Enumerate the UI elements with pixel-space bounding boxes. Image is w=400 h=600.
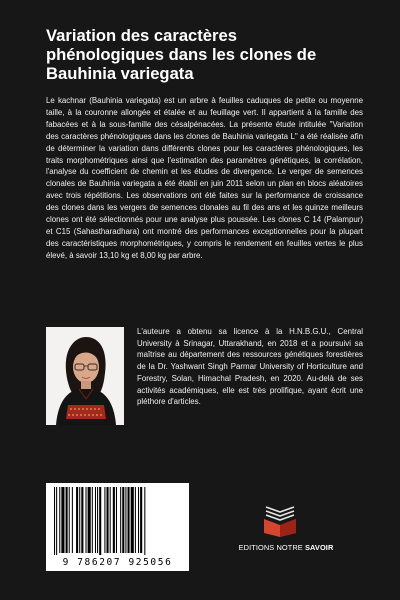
barcode-bar bbox=[88, 487, 91, 553]
summary-paragraph: Le kachnar (Bauhinia variegata) est un arbre à feuilles caduques de petite ou moyenne taille, à la couronne allongée et étalée et au feuillage vert. Il appartient à la famille des fabacées et à la sous-famille des césalpénacées. La présente étude intitulée "Variation des caractères phénologiques dans les clones de Bauhinia variegata L" a été réalisée afin de déterminer la variation dans différents clones pour les caractères phénologiques, les traits morphométriques ainsi que l'estimation des paramètres génétiques, la corrélation, l'analyse du coefficient de chemin et les études de divergence. Le verger de semences clonales de Bauhinia variegata a été établi en juin 2011 selon un plan en blocs aléatoires avec trois répétitions. Les observations ont été faites sur la performance de croissance des clones dans les vergers de semences clonales au fil des ans et les quinze meilleurs clones ont été sélectionnés pour une analyse plus poussée. Les clones C 14 (Palampur) et C15 (Sahastharadhara) ont montré des performances exceptionnelles pour la plupart des caractéristiques morphométriques, y compris le rendement en feuilles vertes le plus élevé, à savoir 13,10 kg et 8,00 kg par arbre. bbox=[46, 96, 363, 260]
barcode-bar bbox=[131, 487, 134, 553]
publisher-name bbox=[226, 543, 346, 552]
author-biography bbox=[137, 326, 363, 408]
barcode-bar bbox=[86, 487, 87, 553]
publisher-name-light: EDITIONS NOTRE bbox=[238, 543, 305, 552]
author-photo bbox=[46, 327, 124, 425]
publisher-name-bold: SAVOIR bbox=[305, 543, 334, 552]
barcode-bar bbox=[104, 487, 105, 553]
barcode-bar bbox=[72, 487, 73, 553]
barcode-bar bbox=[140, 487, 142, 553]
isbn-barcode bbox=[46, 483, 189, 571]
title-line: Variation des caractères bbox=[46, 26, 237, 45]
title-line: Bauhinia variegata bbox=[46, 64, 194, 83]
barcode-bar bbox=[138, 487, 139, 553]
barcode-bar bbox=[54, 487, 55, 555]
barcode-bar bbox=[125, 487, 126, 553]
book-title bbox=[46, 26, 376, 83]
barcode-bar bbox=[120, 487, 121, 553]
author-portrait-image bbox=[46, 327, 124, 425]
barcode-bar bbox=[76, 487, 78, 553]
barcode-bar bbox=[59, 487, 60, 553]
barcode-bar bbox=[122, 487, 124, 553]
barcode-bar bbox=[61, 487, 64, 553]
barcode-bars bbox=[52, 487, 183, 555]
barcode-bar bbox=[56, 487, 57, 555]
barcode-bar bbox=[81, 487, 83, 553]
barcode-bar bbox=[107, 487, 109, 553]
barcode-bar bbox=[110, 487, 111, 553]
barcode-bar bbox=[144, 487, 145, 555]
barcode-bar bbox=[66, 487, 68, 553]
barcode-bar bbox=[69, 487, 70, 553]
publisher-logo-icon bbox=[260, 505, 300, 537]
barcode-bar bbox=[99, 487, 101, 555]
book-summary bbox=[46, 95, 363, 262]
barcode-bar bbox=[79, 487, 80, 553]
barcode-bar bbox=[113, 487, 115, 553]
barcode-bar bbox=[135, 487, 136, 553]
barcode-bar bbox=[128, 487, 130, 553]
barcode-bar bbox=[116, 487, 117, 553]
title-line: phénologiques dans les clones de bbox=[46, 45, 317, 64]
isbn-digits: 9 786207 925056 bbox=[62, 557, 173, 568]
barcode-bar bbox=[97, 487, 98, 553]
author-bio-text: L'auteure a obtenu sa licence à la H.N.B.G.U., Central University à Srinagar, Uttarakhand, en 2018 et a poursuivi sa maîtrise au département des ressources génétiques forestières de la Dr. Yashwant Singh Parmar University of Horticulture and Forestry, Solan, Himachal Pradesh, en 2020. Au-delà de ses activités académiques, elle est très prolifique, ayant écrit une pléthore d'articles. bbox=[137, 327, 363, 407]
barcode-bar bbox=[92, 487, 93, 553]
barcode-bar bbox=[95, 487, 96, 553]
